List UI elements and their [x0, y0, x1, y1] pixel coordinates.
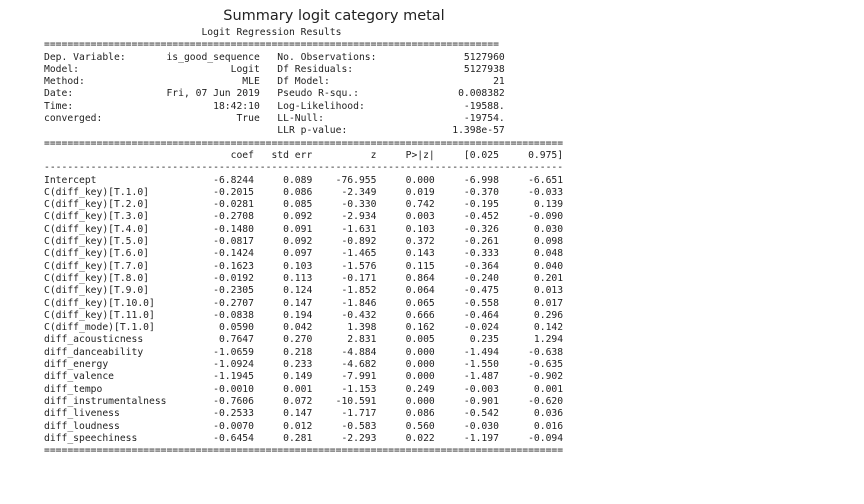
model-info-row: Method: MLE Df Model: 21	[44, 76, 505, 88]
coefficient-row: diff_energy -1.0924 0.233 -4.682 0.000 -1.550 -0.635	[44, 359, 564, 371]
model-info-row: converged: True LL-Null: -19754.	[44, 113, 505, 125]
single-rule: -----------------------------------------------------------------------------------------	[44, 162, 564, 174]
page-title: Summary logit category metal	[223, 8, 445, 24]
coefficient-row: diff_acousticness 0.7647 0.270 2.831 0.005 0.235 1.294	[44, 334, 564, 346]
model-info-row: Model: Logit Df Residuals: 5127938	[44, 63, 505, 75]
table-caption: Logit Regression Results	[44, 27, 499, 38]
coefficient-row: diff_liveness -0.2533 0.147 -1.717 0.086 -0.542 0.036	[44, 408, 564, 420]
coefficient-row: C(diff_key)[T.9.0] -0.2305 0.124 -1.852 0.064 -0.475 0.013	[44, 285, 564, 297]
coefficient-row: diff_danceability -1.0659 0.218 -4.884 0.000 -1.494 -0.638	[44, 346, 564, 358]
coefficient-row: C(diff_key)[T.6.0] -0.1424 0.097 -1.465 0.143 -0.333 0.048	[44, 248, 564, 260]
model-info-row: Time: 18:42:10 Log-Likelihood: -19588.	[44, 100, 505, 112]
coefficient-row: C(diff_key)[T.4.0] -0.1480 0.091 -1.631 0.103 -0.326 0.030	[44, 223, 564, 235]
coefficient-row: diff_tempo -0.0010 0.001 -1.153 0.249 -0.003 0.001	[44, 383, 564, 395]
coefficient-row: C(diff_key)[T.8.0] -0.0192 0.113 -0.171 0.864 -0.240 0.201	[44, 272, 564, 284]
coefficient-row: C(diff_key)[T.10.0] -0.2707 0.147 -1.846 0.065 -0.558 0.017	[44, 297, 564, 309]
column-header-row: coef std err z P>|z| [0.025 0.975]	[44, 149, 564, 161]
double-rule: ==============================================================================	[44, 39, 499, 51]
coefficient-row: C(diff_mode)[T.1.0] 0.0590 0.042 1.398 0.162 -0.024 0.142	[44, 322, 564, 334]
double-rule: =========================================================================================	[44, 137, 564, 149]
model-info-row: Dep. Variable: is_good_sequence No. Observations: 5127960	[44, 51, 505, 63]
model-info-row: Date: Fri, 07 Jun 2019 Pseudo R-squ.: 0.008382	[44, 88, 505, 100]
model-info-row: LLR p-value: 1.398e-57	[44, 125, 505, 137]
coefficient-row: C(diff_key)[T.3.0] -0.2708 0.092 -2.934 0.003 -0.452 -0.090	[44, 211, 564, 223]
coefficient-row: Intercept -6.8244 0.089 -76.955 0.000 -6.998 -6.651	[44, 174, 564, 186]
regression-summary-table	[44, 27, 563, 457]
coefficient-row: diff_loudness -0.0070 0.012 -0.583 0.560 -0.030 0.016	[44, 420, 564, 432]
coefficient-row: diff_valence -1.1945 0.149 -7.991 0.000 -1.487 -0.902	[44, 371, 564, 383]
coefficient-row: C(diff_key)[T.2.0] -0.0281 0.085 -0.330 0.742 -0.195 0.139	[44, 199, 564, 211]
coefficient-row: diff_instrumentalness -0.7606 0.072 -10.591 0.000 -0.901 -0.620	[44, 395, 564, 407]
coefficient-row: diff_speechiness -0.6454 0.281 -2.293 0.022 -1.197 -0.094	[44, 432, 564, 444]
coefficient-row: C(diff_key)[T.11.0] -0.0838 0.194 -0.432 0.666 -0.464 0.296	[44, 309, 564, 321]
coefficient-row: C(diff_key)[T.5.0] -0.0817 0.092 -0.892 0.372 -0.261 0.098	[44, 236, 564, 248]
coefficient-row: C(diff_key)[T.7.0] -0.1623 0.103 -1.576 0.115 -0.364 0.040	[44, 260, 564, 272]
coefficient-row: C(diff_key)[T.1.0] -0.2015 0.086 -2.349 0.019 -0.370 -0.033	[44, 186, 564, 198]
double-rule: =========================================================================================	[44, 445, 564, 457]
